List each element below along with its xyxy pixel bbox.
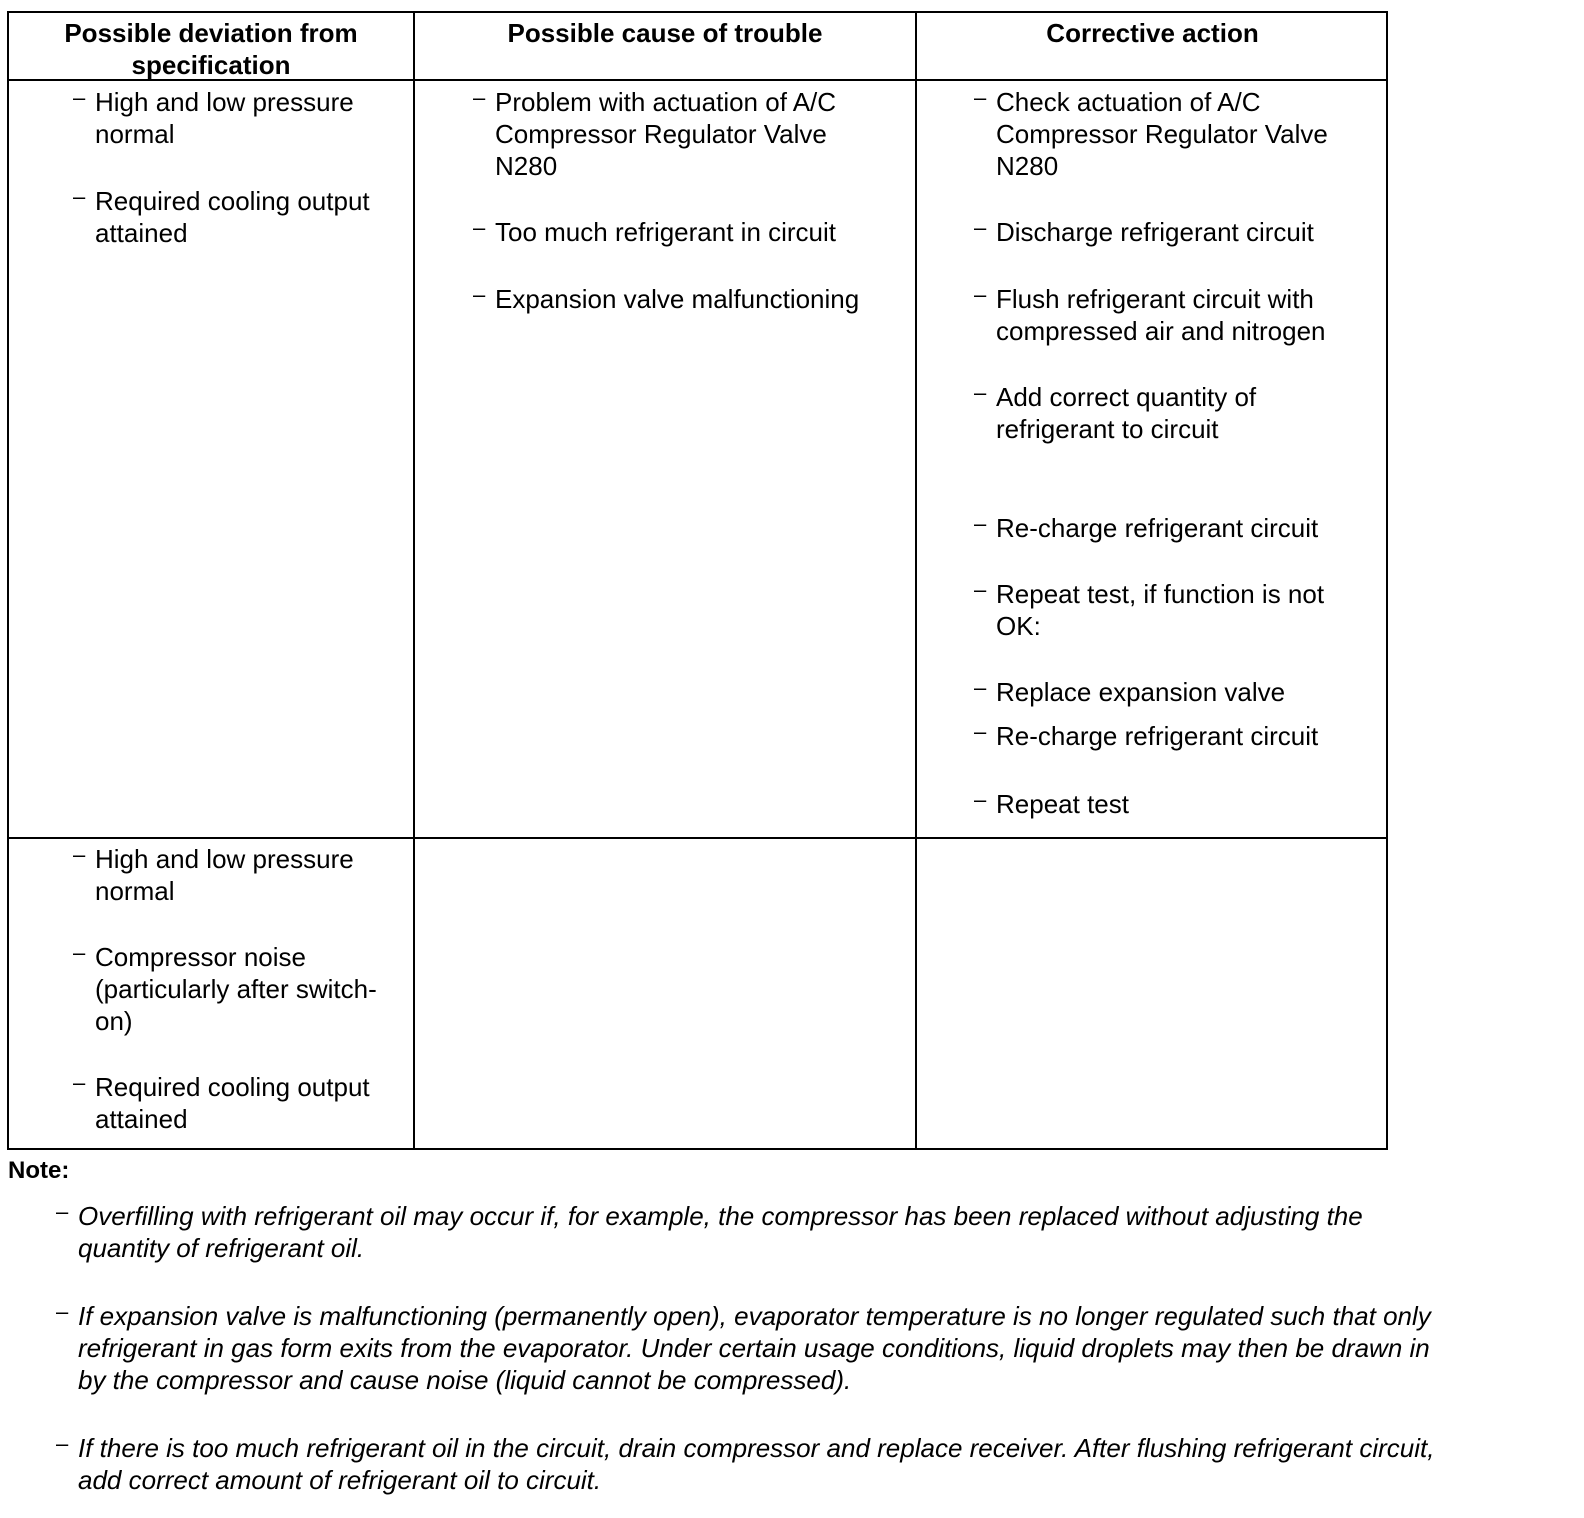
bullet-dash: – <box>974 282 987 307</box>
list-item: – Flush refrigerant circuit with compressed air and nitrogen <box>996 283 1326 347</box>
bullet-dash: – <box>73 1070 86 1095</box>
list-item: – Add correct quantity of refrigerant to circuit <box>996 381 1256 445</box>
list-item: – Required cooling output attained <box>95 1071 370 1135</box>
bullet-dash: – <box>974 787 987 812</box>
list-item: – Expansion valve malfunctioning <box>495 283 859 315</box>
list-item: – Problem with actuation of A/C Compressor Regulator Valve N280 <box>495 86 836 182</box>
list-item: – Too much refrigerant in circuit <box>495 216 836 248</box>
bullet-dash: – <box>974 215 987 240</box>
bullet-dash: – <box>473 282 486 307</box>
troubleshooting-table <box>7 11 1388 1150</box>
bullet-dash: – <box>73 842 86 867</box>
note-item: – If there is too much refrigerant oil in the circuit, drain compressor and replace receiver. After flushing refrigerant circuit, add correct amount of refrigerant oil to circuit. <box>78 1432 1434 1496</box>
list-item: – High and low pressure normal <box>95 843 354 907</box>
note-item: – If expansion valve is malfunctioning (permanently open), evaporator temperature is no longer regulated such that only refrigerant in gas form exits from the evaporator. Under certain usage conditions, liquid droplets may then be drawn in by the compressor and cause noise (liquid cannot be compressed). <box>78 1300 1431 1396</box>
bullet-dash: – <box>73 85 86 110</box>
bullet-dash: – <box>56 1199 69 1224</box>
list-item: – High and low pressure normal <box>95 86 354 150</box>
bullet-dash: – <box>974 511 987 536</box>
note-item: – Overfilling with refrigerant oil may occur if, for example, the compressor has been replaced without adjusting the quantity of refrigerant oil. <box>78 1200 1363 1264</box>
bullet-dash: – <box>473 85 486 110</box>
bullet-dash: – <box>974 719 987 744</box>
header-deviation: Possible deviation from specification <box>64 18 358 80</box>
note-label: Note: <box>8 1157 70 1184</box>
bullet-dash: – <box>56 1299 69 1324</box>
bullet-dash: – <box>473 215 486 240</box>
column-divider-2 <box>915 13 917 1148</box>
bullet-dash: – <box>56 1431 69 1456</box>
list-item: – Re-charge refrigerant circuit <box>996 512 1318 544</box>
list-item: – Required cooling output attained <box>95 185 370 249</box>
list-item: – Repeat test <box>996 788 1129 820</box>
header-action: Corrective action <box>1046 18 1259 48</box>
row-divider <box>9 837 1386 839</box>
bullet-dash: – <box>974 577 987 602</box>
bullet-dash: – <box>73 184 86 209</box>
list-item: – Check actuation of A/C Compressor Regulator Valve N280 <box>996 86 1328 182</box>
bullet-dash: – <box>974 85 987 110</box>
bullet-dash: – <box>73 940 86 965</box>
list-item: – Re-charge refrigerant circuit <box>996 720 1318 752</box>
list-item: – Discharge refrigerant circuit <box>996 216 1314 248</box>
list-item: – Repeat test, if function is not OK: <box>996 578 1324 642</box>
bullet-dash: – <box>974 380 987 405</box>
column-divider-1 <box>413 13 415 1148</box>
list-item: – Compressor noise (particularly after switch- on) <box>95 941 377 1037</box>
bullet-dash: – <box>974 675 987 700</box>
list-item: – Replace expansion valve <box>996 676 1285 708</box>
header-cause: Possible cause of trouble <box>507 18 823 48</box>
